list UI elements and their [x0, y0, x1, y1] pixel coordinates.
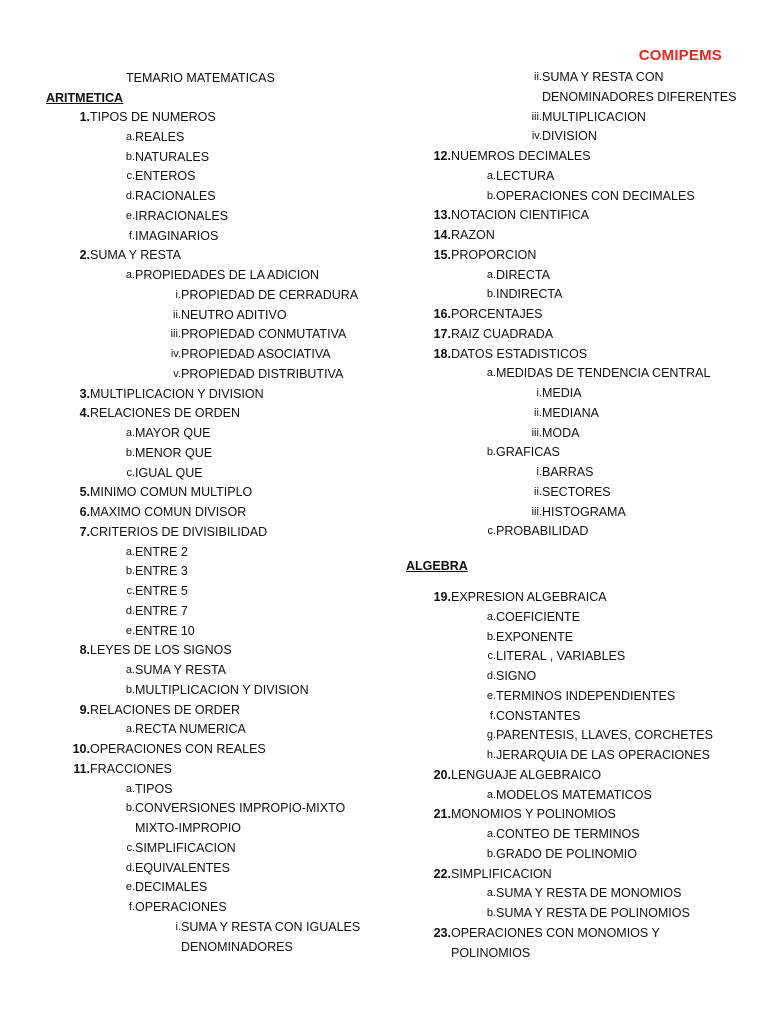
list-item-text: IRRACIONALES: [135, 208, 229, 223]
list-marker: c.: [126, 841, 135, 854]
list-item-text: CRITERIOS DE DIVISIBILIDAD: [90, 524, 268, 539]
list-item: [382, 865, 768, 885]
list-marker: e.: [125, 624, 135, 637]
list-item-text: SECTORES: [542, 484, 611, 499]
list-marker: b.: [486, 446, 496, 459]
list-item-text: JERARQUIA DE LAS OPERACIONES: [496, 748, 710, 762]
list-item: [382, 404, 768, 424]
list-item: [0, 878, 390, 898]
list-marker: e.: [125, 881, 135, 894]
list-item-text: PROPIEDAD CONMUTATIVA: [181, 327, 347, 342]
list-item-text: RACIONALES: [135, 189, 216, 203]
list-marker: a.: [125, 427, 135, 439]
list-item-text: CONVERSIONES IMPROPIO-MIXTO: [135, 801, 346, 816]
brand-title: COMIPEMS: [638, 47, 722, 64]
list-item-text: DENOMINADORES DIFERENTES: [542, 89, 737, 104]
list-item-text: TIPOS DE NUMEROS: [90, 110, 216, 124]
list-item: [382, 483, 768, 503]
list-marker: a.: [125, 269, 135, 281]
list-item-text: SIGNO: [496, 669, 537, 683]
list-item-text: PARENTESIS, LLAVES, CORCHETES: [496, 728, 713, 743]
list-marker: c.: [487, 525, 496, 538]
list-marker: c.: [126, 170, 135, 183]
list-item: [382, 786, 768, 806]
list-marker: c.: [126, 585, 135, 597]
list-marker: a.: [486, 268, 496, 281]
list-item-text: PROPIEDAD ASOCIATIVA: [181, 347, 331, 361]
list-item: [0, 108, 390, 128]
list-item: [0, 938, 390, 958]
left-list: [0, 108, 390, 957]
list-item: [0, 582, 390, 602]
list-item: [382, 647, 768, 667]
list-item-text: SUMA Y RESTA: [90, 248, 182, 263]
document-title: TEMARIO MATEMATICAS: [126, 71, 275, 85]
list-item-text: EXPRESION ALGEBRAICA: [451, 590, 607, 604]
list-item: [382, 68, 768, 88]
right-list: [382, 68, 768, 542]
list-item-text: OPERACIONES CON REALES: [90, 742, 266, 756]
list-marker: 4.: [79, 406, 90, 421]
list-item-text: DIRECTA: [496, 267, 550, 282]
list-item: [0, 246, 390, 266]
list-item-text: OPERACIONES CON MONOMIOS Y: [451, 925, 660, 940]
list-item-text: RELACIONES DE ORDER: [90, 702, 241, 717]
list-item-text: HISTOGRAMA: [542, 504, 626, 519]
list-item: [0, 622, 390, 642]
list-item-text: MEDIA: [542, 386, 582, 400]
list-item-text: MINIMO COMUN MULTIPLO: [90, 485, 253, 500]
list-item-text: ENTRE 7: [135, 603, 188, 618]
section-heading-aritmetica: ARITMETICA: [46, 91, 124, 105]
list-item-text: SUMA Y RESTA CON: [542, 70, 664, 84]
list-item: [0, 227, 390, 247]
list-item-text: CONTEO DE TERMINOS: [496, 827, 640, 841]
list-item-text: MULTIPLICACION Y DIVISION: [90, 386, 264, 401]
list-item-text: NATURALES: [135, 149, 210, 164]
list-marker: 13.: [433, 208, 451, 223]
list-item: [382, 628, 768, 648]
list-marker: ii.: [173, 308, 181, 321]
list-marker: b.: [486, 630, 496, 643]
list-item-text: COEFICIENTE: [496, 609, 581, 624]
list-item-text: EXPONENTE: [496, 629, 574, 644]
list-item-text: BARRAS: [542, 465, 594, 479]
list-marker: 16.: [433, 307, 451, 321]
list-item-text: MAXIMO COMUN DIVISOR: [90, 505, 247, 519]
list-marker: 8.: [79, 643, 90, 658]
list-item: [0, 286, 390, 306]
list-item: [382, 108, 768, 128]
list-item: [382, 805, 768, 825]
list-marker: i.: [536, 466, 542, 478]
list-item-text: DECIMALES: [135, 880, 208, 895]
list-item: [0, 602, 390, 622]
list-marker: 23.: [433, 925, 451, 940]
list-marker: 1.: [79, 110, 90, 124]
list-item-text: SUMA Y RESTA CON IGUALES: [181, 919, 361, 934]
list-item-text: REALES: [135, 129, 185, 144]
list-marker: b.: [486, 907, 496, 919]
list-item-text: NUEMROS DECIMALES: [451, 149, 591, 163]
list-marker: iii.: [170, 328, 181, 341]
list-item-text: LECTURA: [496, 168, 555, 183]
list-item-text: PROBABILIDAD: [496, 524, 589, 539]
list-item: [0, 562, 390, 582]
list-marker: a.: [125, 723, 135, 736]
list-item: [0, 780, 390, 800]
list-marker: 19.: [433, 590, 451, 604]
list-item: [0, 543, 390, 563]
list-item-text: MENOR QUE: [135, 445, 213, 460]
list-item: [382, 503, 768, 523]
list-item: [382, 127, 768, 147]
list-marker: a.: [486, 169, 496, 182]
list-marker: d.: [125, 604, 135, 617]
list-marker: 14.: [433, 228, 451, 242]
list-marker: b.: [125, 446, 135, 459]
list-item: [0, 345, 390, 365]
list-item-text: EQUIVALENTES: [135, 860, 230, 875]
list-item: [382, 325, 768, 345]
list-item: [0, 464, 390, 484]
list-item-text: MEDIDAS DE TENDENCIA CENTRAL: [496, 366, 711, 381]
list-item-text: SUMA Y RESTA: [135, 663, 227, 677]
list-item: [382, 904, 768, 924]
list-item: [382, 746, 768, 766]
list-item-text: PROPIEDAD DE CERRADURA: [181, 287, 359, 302]
list-marker: a.: [486, 887, 496, 900]
list-marker: d.: [486, 670, 496, 682]
list-item-text: CONSTANTES: [496, 708, 581, 723]
list-item-text: INDIRECTA: [496, 287, 563, 302]
list-item-text: MEDIANA: [542, 405, 599, 420]
list-item-text: ENTRE 2: [135, 544, 188, 559]
list-marker: iv.: [531, 130, 542, 143]
left-column: [0, 68, 390, 957]
list-marker: f.: [128, 229, 135, 242]
list-item: [382, 206, 768, 226]
list-item: [382, 305, 768, 325]
list-item: [382, 226, 768, 246]
list-item: [0, 760, 390, 780]
list-item: [0, 365, 390, 385]
list-marker: d.: [125, 190, 135, 202]
list-marker: f.: [489, 709, 496, 722]
list-marker: h.: [486, 749, 496, 761]
list-marker: 17.: [433, 326, 451, 341]
list-item-text: GRADO DE POLINOMIO: [496, 846, 637, 861]
list-marker: a.: [486, 788, 496, 801]
list-item-text: TIPOS: [135, 781, 173, 796]
list-item: [0, 819, 390, 839]
list-item: [382, 845, 768, 865]
list-item-text: ENTRE 10: [135, 623, 195, 638]
list-marker: iii.: [531, 426, 542, 439]
section-heading-algebra: ALGEBRA: [406, 559, 468, 573]
list-item-text: MAYOR QUE: [135, 426, 211, 440]
list-item: [382, 364, 768, 384]
list-marker: 11.: [73, 761, 90, 776]
list-item: [0, 523, 390, 543]
list-item: [0, 898, 390, 918]
list-marker: 20.: [433, 767, 451, 782]
list-item-text: RAZON: [451, 228, 495, 242]
list-marker: v.: [173, 367, 181, 380]
list-item-text: ENTEROS: [135, 169, 196, 184]
list-item: [382, 707, 768, 727]
list-item-text: ENTRE 3: [135, 564, 188, 579]
list-item-text: ENTRE 5: [135, 584, 188, 598]
list-item: [382, 443, 768, 463]
list-marker: i.: [536, 387, 542, 399]
list-item: [0, 799, 390, 819]
list-item-text: IGUAL QUE: [135, 465, 203, 480]
list-item-text: PROPORCION: [451, 247, 537, 262]
list-item: [382, 667, 768, 687]
list-marker: ii.: [534, 71, 542, 83]
list-item: [0, 918, 390, 938]
list-item-text: MODA: [542, 425, 580, 440]
list-marker: iii.: [531, 505, 542, 518]
list-item-text: MONOMIOS Y POLINOMIOS: [451, 807, 616, 822]
list-marker: b.: [125, 802, 135, 815]
list-marker: a.: [125, 130, 135, 143]
list-item: [0, 859, 390, 879]
list-item-text: SUMA Y RESTA DE MONOMIOS: [496, 886, 682, 901]
list-marker: 15.: [433, 247, 451, 262]
list-item: [0, 266, 390, 286]
list-item: [0, 148, 390, 168]
list-item: [382, 167, 768, 187]
list-item: [382, 285, 768, 305]
list-marker: ii.: [534, 485, 542, 498]
list-marker: i.: [175, 920, 181, 933]
list-item-text: IMAGINARIOS: [135, 228, 219, 243]
list-item-text: TERMINOS INDEPENDIENTES: [496, 688, 676, 703]
list-item: [382, 588, 768, 608]
list-item: [0, 503, 390, 523]
list-marker: c.: [487, 650, 496, 663]
list-marker: b.: [125, 565, 135, 578]
list-item: [0, 404, 390, 424]
list-item: [0, 167, 390, 187]
list-marker: 12.: [433, 149, 451, 163]
algebra-list: [382, 588, 768, 963]
list-item: [382, 345, 768, 365]
list-marker: 22.: [433, 866, 451, 881]
list-marker: a.: [486, 828, 496, 840]
list-item-text: MODELOS MATEMATICOS: [496, 787, 652, 802]
list-item: [382, 608, 768, 628]
list-item: [0, 424, 390, 444]
list-item: [0, 128, 390, 148]
list-item-text: PROPIEDADES DE LA ADICION: [135, 268, 320, 282]
list-item: [0, 483, 390, 503]
list-item-text: LEYES DE LOS SIGNOS: [90, 643, 232, 658]
list-item-text: POLINOMIOS: [451, 945, 531, 960]
list-item: [382, 924, 768, 944]
list-item: [382, 147, 768, 167]
list-marker: b.: [486, 288, 496, 301]
list-marker: iii.: [531, 110, 542, 123]
list-marker: b.: [486, 189, 496, 202]
list-item: [0, 681, 390, 701]
list-item: [0, 740, 390, 760]
list-item: [0, 444, 390, 464]
list-item-text: MULTIPLICACION Y DIVISION: [135, 682, 309, 697]
list-item-text: PORCENTAJES: [451, 307, 543, 321]
list-item: [0, 641, 390, 661]
list-marker: a.: [486, 610, 496, 623]
list-marker: 6.: [79, 505, 90, 519]
list-item: [382, 522, 768, 542]
list-item: [382, 463, 768, 483]
list-item-text: NOTACION CIENTIFICA: [451, 208, 589, 223]
list-item: [0, 306, 390, 326]
list-marker: 7.: [79, 524, 90, 539]
list-item: [382, 266, 768, 286]
list-item: [0, 187, 390, 207]
list-item: [382, 766, 768, 786]
list-item: [382, 825, 768, 845]
list-item: [382, 944, 768, 964]
list-item: [382, 187, 768, 207]
list-marker: e.: [486, 689, 496, 702]
list-item: [382, 424, 768, 444]
list-marker: i.: [175, 288, 181, 301]
list-marker: b.: [125, 150, 135, 163]
list-item-text: DATOS ESTADISTICOS: [451, 346, 588, 361]
list-marker: 18.: [433, 346, 451, 361]
list-marker: iv.: [170, 348, 181, 360]
list-marker: a.: [125, 545, 135, 558]
list-marker: f.: [128, 901, 135, 913]
list-item-text: SIMPLIFICACION: [451, 866, 552, 881]
list-item: [382, 687, 768, 707]
list-marker: a.: [486, 367, 496, 380]
list-marker: 5.: [79, 485, 90, 500]
list-marker: c.: [126, 466, 135, 479]
list-item-text: MIXTO-IMPROPIO: [135, 821, 242, 835]
list-item-text: LENGUAJE ALGEBRAICO: [451, 767, 602, 782]
list-marker: 2.: [79, 248, 90, 263]
list-item-text: FRACCIONES: [90, 761, 172, 776]
right-column: [382, 68, 768, 963]
list-marker: 10.: [72, 742, 90, 756]
list-marker: b.: [125, 683, 135, 696]
list-marker: b.: [486, 847, 496, 860]
list-item: [382, 884, 768, 904]
list-marker: a.: [125, 664, 135, 676]
list-marker: a.: [125, 782, 135, 795]
list-marker: 3.: [79, 386, 90, 401]
list-item-text: DENOMINADORES: [181, 939, 293, 954]
list-item-text: GRAFICAS: [496, 445, 560, 460]
list-item: [0, 720, 390, 740]
list-item-text: PROPIEDAD DISTRIBUTIVA: [181, 366, 344, 381]
list-marker: 9.: [79, 702, 90, 717]
list-item-text: NEUTRO ADITIVO: [181, 307, 287, 322]
list-item-text: SUMA Y RESTA DE POLINOMIOS: [496, 906, 690, 920]
list-item: [382, 88, 768, 108]
list-marker: 21.: [433, 807, 451, 822]
list-marker: ii.: [534, 406, 542, 419]
list-item-text: OPERACIONES CON DECIMALES: [496, 188, 695, 203]
list-item-text: LITERAL , VARIABLES: [496, 649, 626, 664]
list-item-text: RAIZ CUADRADA: [451, 326, 554, 341]
list-item-text: SIMPLIFICACION: [135, 840, 236, 855]
list-item: [0, 207, 390, 227]
list-item-text: DIVISION: [542, 129, 597, 144]
list-item-text: MULTIPLICACION: [542, 109, 646, 124]
list-item-text: OPERACIONES: [135, 900, 227, 914]
list-item: [382, 384, 768, 404]
list-marker: g.: [486, 729, 496, 742]
list-item-text: RECTA NUMERICA: [135, 722, 246, 737]
list-marker: e.: [125, 209, 135, 222]
list-item: [382, 246, 768, 266]
list-item: [0, 661, 390, 681]
list-item: [0, 325, 390, 345]
list-item: [0, 385, 390, 405]
list-item-text: RELACIONES DE ORDEN: [90, 406, 241, 421]
list-item: [382, 726, 768, 746]
list-item: [0, 839, 390, 859]
list-item: [0, 701, 390, 721]
list-marker: d.: [125, 861, 135, 874]
